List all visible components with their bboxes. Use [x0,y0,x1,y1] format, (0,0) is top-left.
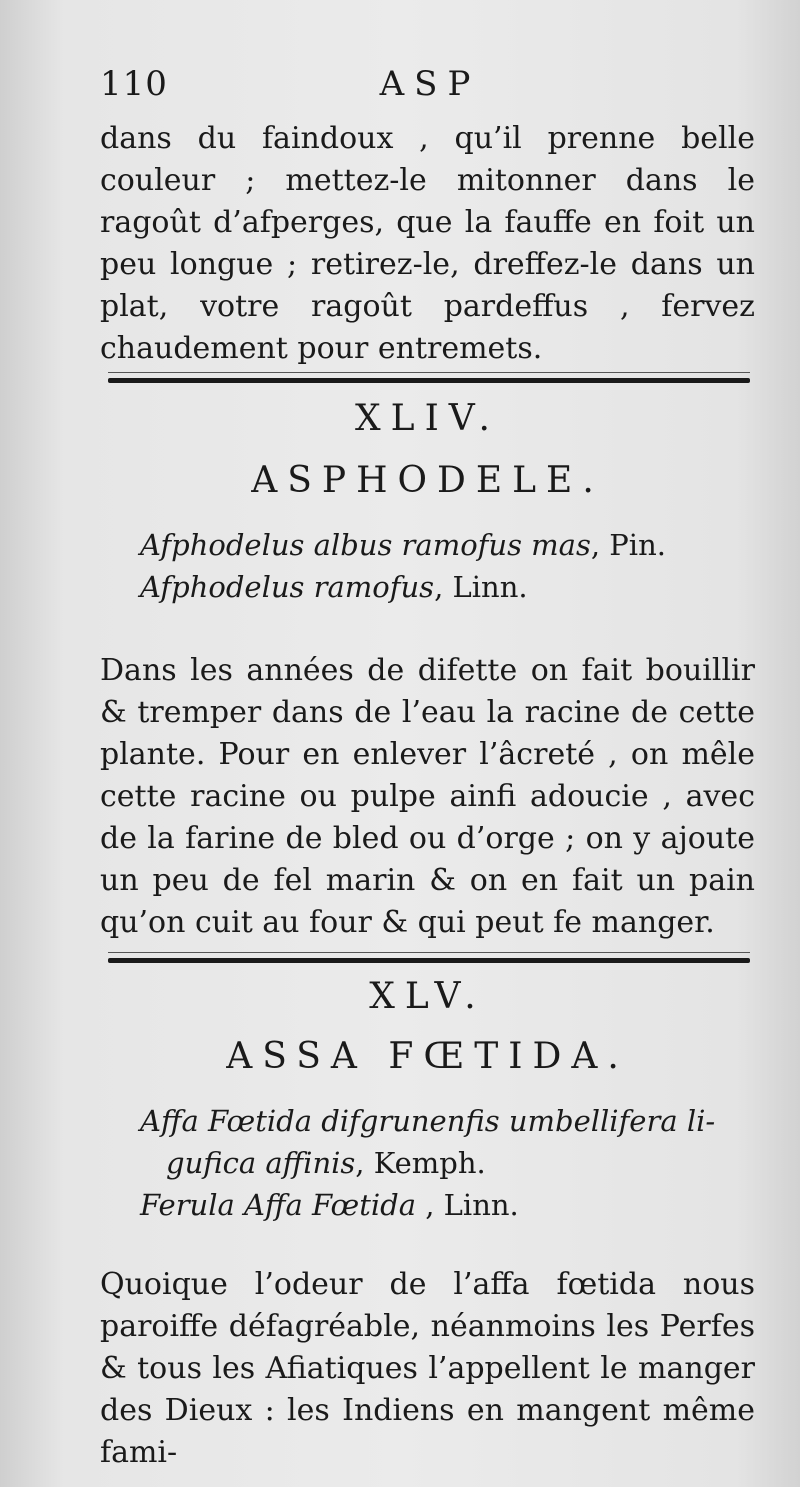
section-numeral: XLV. [369,976,486,1017]
section-paragraph [100,650,755,944]
synonym-line [140,524,760,566]
page-header [100,64,760,114]
synonym-author: , Linn. [434,570,528,604]
synonym-latin: Afphodelus ramofus [140,570,435,604]
section-paragraph-text: Dans les années de difette on fait bouillir & tremper dans de l’eau la racine de cette plante. Pour en enlever l’âcreté , on mêle cette racine ou pulpe ainfi adoucie , avec de la farine de bled ou d’orge ; on y ajoute un peu de fel marin & on en fait un pain qu’on cuit au four & qui peut fe manger. [100,653,755,940]
synonym-latin: Affa Fœtida difgrunenfis umbellifera li- [140,1104,716,1138]
synonym-line [140,1142,760,1184]
synonym-author: , Linn. [416,1188,519,1222]
section-divider [108,378,750,383]
running-head: ASP [379,64,481,104]
synonyms-block [140,1100,760,1226]
synonym-latin: gufica affinis [166,1146,356,1180]
synonym-line [140,566,760,608]
section-title: ASPHODELE. [251,460,604,501]
section-title: ASSA FŒTIDA. [226,1036,629,1077]
section-numeral: XLIV. [355,398,500,439]
synonym-line [140,1184,760,1226]
synonyms-block [140,524,760,608]
intro-paragraph [100,118,755,370]
intro-paragraph-text: dans du faindoux , qu’il prenne belle couleur ; mettez-le mitonner dans le ragoût d’afperges, que la fauffe en foit un peu longue ; retirez-le, dreffez-le dans un plat, votre ragoût pardeffus , fervez chaudement pour entremets. [100,121,755,366]
section-divider [108,958,750,963]
synonym-line [140,1100,760,1142]
section-paragraph-text: Quoique l’odeur de l’affa fœtida nous paroiffe défagréable, néanmoins les Perfes & tous les Afiatiques l’appellent le manger des Dieux : les Indiens en mangent même fami- [100,1267,755,1470]
page-number: 110 [100,64,168,104]
synonym-author: , Kemph. [355,1146,486,1180]
section-paragraph [100,1264,755,1474]
synonym-author: , Pin. [590,528,666,562]
synonym-latin: Ferula Affa Fœtida [140,1188,417,1222]
synonym-latin: Afphodelus albus ramofus mas [140,528,591,562]
